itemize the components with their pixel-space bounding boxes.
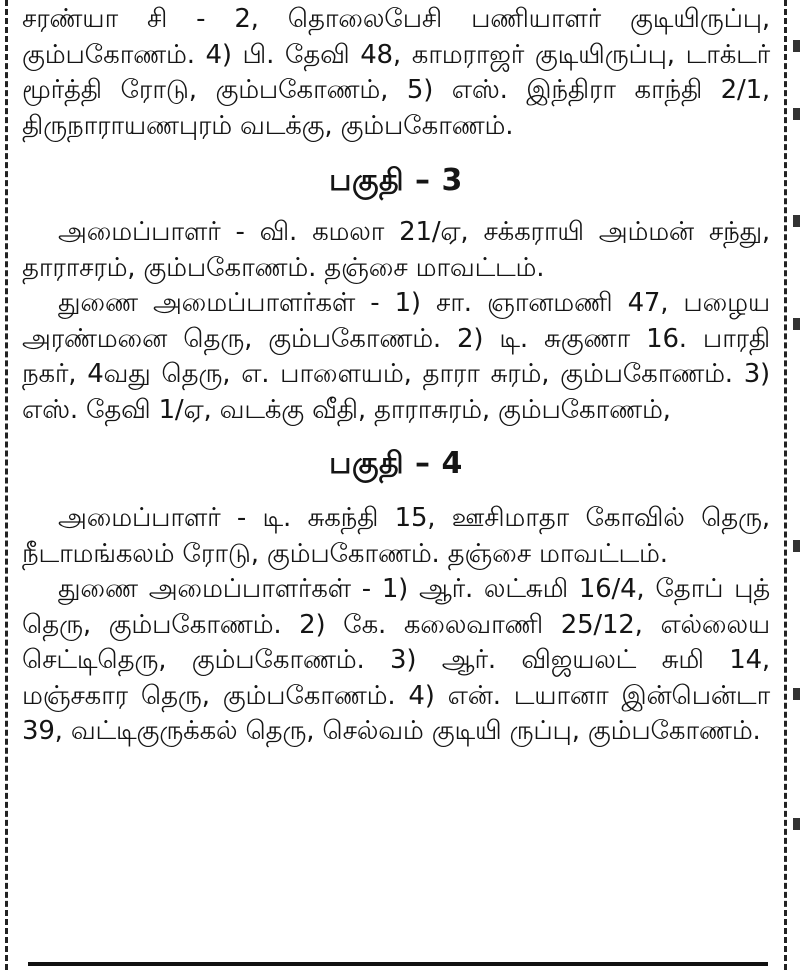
organizer-paragraph: அமைப்பாளர் - வி. கமலா 21/ஏ, சக்கராயி அம்மன் சந்து, தாராசரம், கும்பகோணம். தஞ்சை மாவட்டம். — [22, 217, 770, 283]
dashed-border-right — [784, 0, 787, 970]
fragment-mark — [793, 108, 800, 120]
article-column — [22, 0, 770, 750]
adjacent-column-fragment — [793, 0, 800, 970]
intro-paragraph: சரண்யா சி - 2, தொலைபேசி பணியாளர் குடியிருப்பு, கும்பகோணம். 4) பி. தேவி 48, காமராஜர் குடியிருப்பு, டாக்டர் மூர்த்தி ரோடு, கும்பகோணம், 5) எஸ். இந்திரா காந்தி 2/1, திருநாராயணபுரம் வடக்கு, கும்பகோணம். — [22, 4, 770, 141]
section-heading: பகுதி – 4 — [329, 446, 463, 481]
fragment-mark — [793, 318, 800, 330]
fragment-mark — [793, 688, 800, 700]
bottom-rule — [28, 962, 768, 966]
deputy-organizers-paragraph: துணை அமைப்பாளர்கள் - 1) ஆர். லட்சுமி 16/4, தோப் புத் தெரு, கும்பகோணம். 2) கே. கலைவாணி 25/12, எல்லைய செட்டிதெரு, கும்பகோணம். 3) ஆர். விஜயலட் சுமி 14, மஞ்சகார தெரு, கும்பகோணம். 4) என். டயானா இன்பென்டா 39, வட்டிகுருக்கல் தெரு, செல்வம் குடியி ருப்பு, கும்பகோணம். — [22, 574, 770, 746]
organizer-paragraph: அமைப்பாளர் - டி. சுகந்தி 15, ஊசிமாதா கோவில் தெரு, நீடாமங்கலம் ரோடு, கும்பகோணம். தஞ்சை மாவட்டம். — [22, 503, 770, 569]
section-heading: பகுதி – 3 — [329, 163, 463, 198]
fragment-mark — [793, 818, 800, 830]
dashed-border-left — [5, 0, 8, 970]
deputy-organizers-paragraph: துணை அமைப்பாளர்கள் - 1) சா. ஞானமணி 47, பழைய அரண்மனை தெரு, கும்பகோணம். 2) டி. சுகுணா 16. பாரதி நகர், 4வது தெரு, எ. பாளையம், தாரா சுரம், கும்பகோணம். 3) எஸ். தேவி 1/ஏ, வடக்கு வீதி, தாராசுரம், கும்பகோணம், — [22, 288, 770, 425]
fragment-mark — [793, 40, 800, 52]
fragment-mark — [793, 540, 800, 552]
fragment-mark — [793, 215, 800, 227]
